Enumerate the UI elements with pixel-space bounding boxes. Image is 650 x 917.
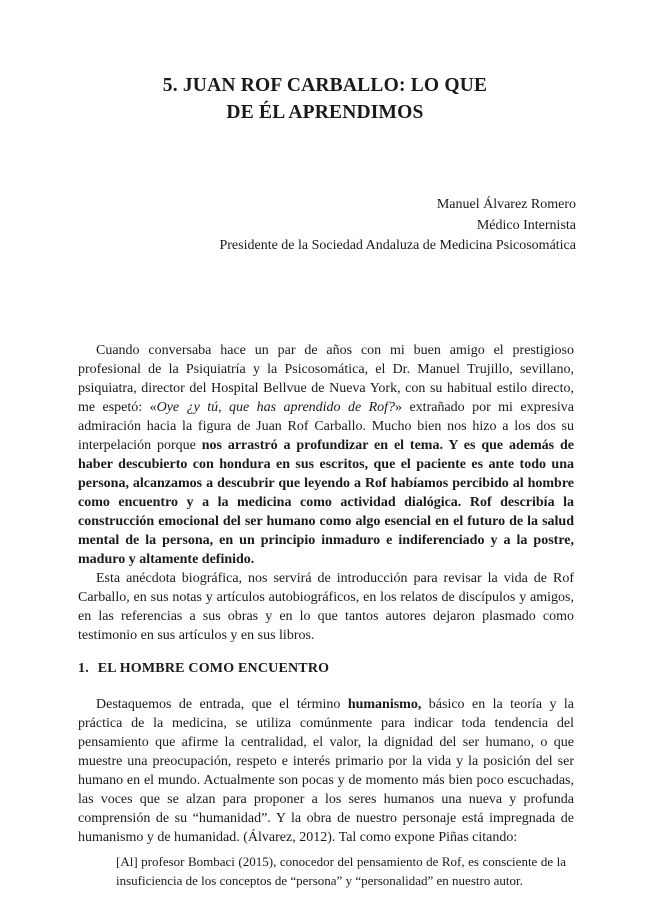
- paragraph-1-text-a: Cuando conversaba hace un par de años con mi buen amigo el prestigioso profesional de la Psiquiatría y la Psicosomática, el Dr. Manuel Trujillo, sevillano, psiquiatra, director del Hospital Bellvue de Nueva York, con su habitual estilo directo, me espetó: «: [78, 343, 574, 415]
- author-block: [219, 195, 576, 257]
- paragraph-3-text-b: básico en la teoría y la práctica de la medicina, se utiliza comúnmente para indicar toda tendencia del pensamiento que afirme la centralidad, el valor, la dignidad del ser humano, o que muestre una preocupación, respeto e interés primario por la vida y la posición del ser humano en el mundo. Actualmente son pocas y de momento más bien poco escuchadas, las voces que se alzan para proponer a los seres humanos una nueva y profunda comprensión de su “humanidad”. Y la obra de nuestro personaje está impregnada de humanismo y de humanidad. (Álvarez, 2012). Tal como expone Piñas citando:: [78, 697, 575, 845]
- paragraph-3-text-a: Destaquemos de entrada, que el término: [96, 697, 348, 712]
- paragraph-1-bold-text: nos arrastró a profundizar en el tema. Y es que además de haber descubierto con hondura en sus escritos, que el paciente es ante todo una persona, alcanzamos a descubrir que leyendo a Rof habíamos percibido al hombre como encuentro y a la medicina como actividad dialógica. Rof describía la construcción emocional del ser humano como algo esencial en el futuro de la salud mental de la persona, en un principio inmaduro e indiferenciado y a la postre, maduro y altamente definido.: [78, 438, 574, 567]
- section-heading: [78, 659, 574, 678]
- author-name: Manuel Álvarez Romero: [436, 197, 576, 212]
- chapter-title-line-2: DE ÉL APRENDIMOS: [226, 102, 424, 123]
- chapter-title: [0, 72, 650, 126]
- author-affiliation: Presidente de la Sociedad Andaluza de Medicina Psicosomática: [219, 238, 576, 253]
- author-role: Médico Internista: [476, 217, 576, 233]
- paragraph-3: [78, 695, 574, 847]
- paragraph-3-bold-term: humanismo,: [347, 697, 422, 712]
- paragraph-1-italic-quote: Oye ¿y tú, que has aprendido de Rof?: [156, 400, 396, 415]
- block-quote: [Al] profesor Bombaci (2015), conocedor del pensamiento de Rof, es consciente de la insuficiencia de los conceptos de “persona” y “personalidad” en nuestro autor.: [116, 854, 566, 888]
- section-title: EL HOMBRE COMO ENCUENTRO: [97, 661, 330, 676]
- chapter-title-line-1: 5. JUAN ROF CARBALLO: LO QUE: [162, 75, 488, 96]
- paragraph-1: [78, 341, 574, 569]
- paragraph-1-text-b: » extrañado por mi expresiva admiración hacia la figura de Juan Rof Carballo. Mucho bien nos hizo a los dos su interpelación porque: [78, 400, 575, 453]
- paragraph-2: Esta anécdota biográfica, nos servirá de introducción para revisar la vida de Rof Carballo, en sus notas y artículos autobiográficos, en los relatos de discípulos y amigos, en las referencias a sus obras y en lo que tantos autores dejaron plasmado como testimonio en sus artículos y en sus libros.: [78, 571, 574, 643]
- body-text: [78, 341, 574, 890]
- section-number: 1.: [78, 661, 89, 676]
